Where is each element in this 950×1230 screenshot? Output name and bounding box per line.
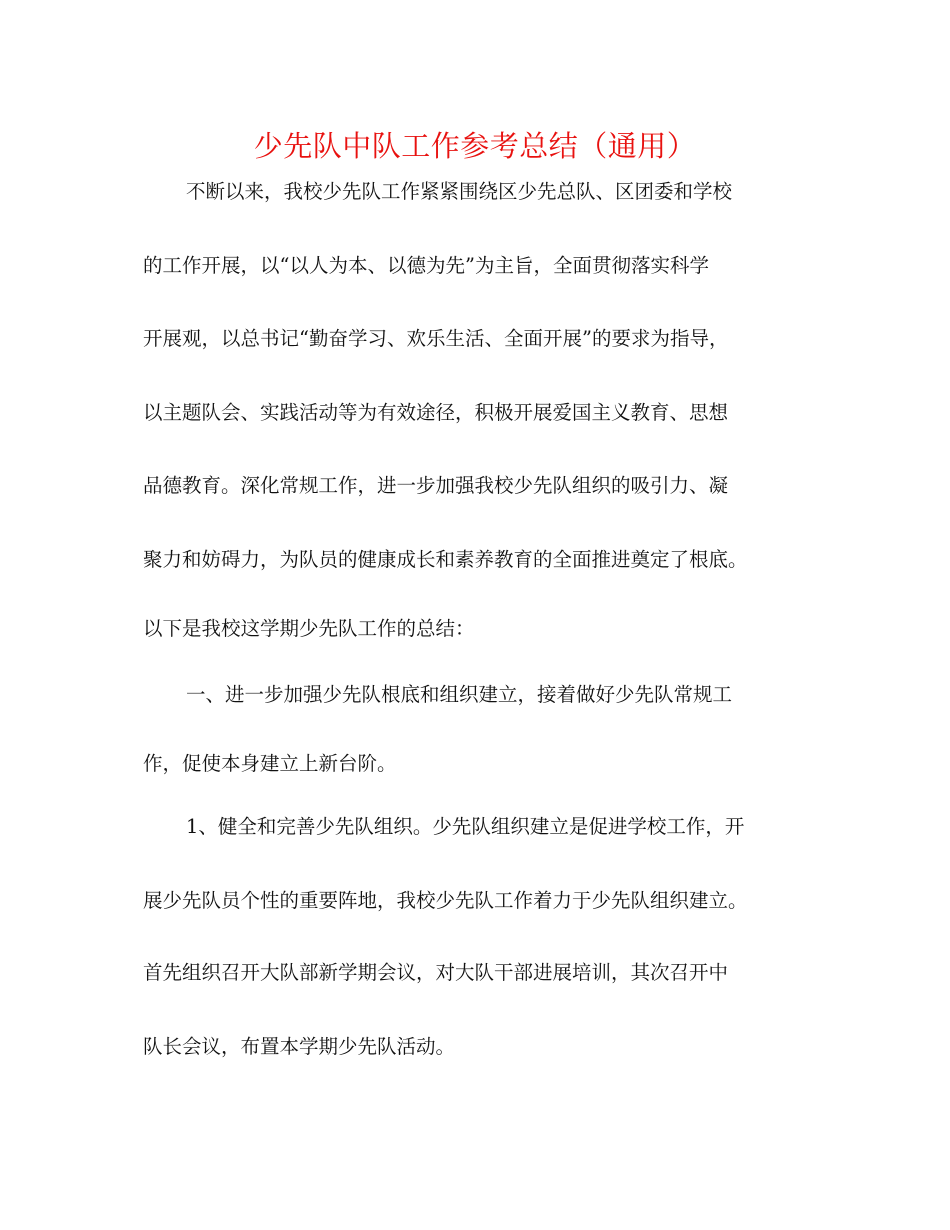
paragraph-line: 队长会议，布置本学期少先队活动。 <box>143 1035 456 1058</box>
section-heading: 一、进一步加强少先队根底和组织建立，接着做好少先队常规工 <box>186 683 733 706</box>
paragraph-line: 作，促使本身建立上新台阶。 <box>143 752 397 775</box>
paragraph-line: 以下是我校这学期少先队工作的总结： <box>143 617 475 640</box>
paragraph-line: 聚力和妨碍力，为队员的健康成长和素养教育的全面推进奠定了根底。 <box>143 548 748 571</box>
paragraph-line: 的工作开展，以“以人为本、以德为先”为主旨，全面贯彻落实科学 <box>143 254 709 277</box>
paragraph-line: 开展观，以总书记“勤奋学习、欢乐生活、全面开展”的要求为指导， <box>143 327 729 350</box>
paragraph-line: 展少先队员个性的重要阵地，我校少先队工作着力于少先队组织建立。 <box>143 889 748 912</box>
document-title: 少先队中队工作参考总结（通用） <box>253 129 697 163</box>
paragraph-line: 以主题队会、实践活动等为有效途径，积极开展爱国主义教育、思想 <box>143 401 729 424</box>
paragraph-line: 品德教育。深化常规工作，进一步加强我校少先队组织的吸引力、凝 <box>143 474 729 497</box>
paragraph-line: 1、健全和完善少先队组织。少先队组织建立是促进学校工作，开 <box>186 815 745 838</box>
paragraph-line: 首先组织召开大队部新学期会议，对大队干部进展培训，其次召开中 <box>143 961 729 984</box>
paragraph-line: 不断以来，我校少先队工作紧紧围绕区少先总队、区团委和学校 <box>186 180 733 203</box>
